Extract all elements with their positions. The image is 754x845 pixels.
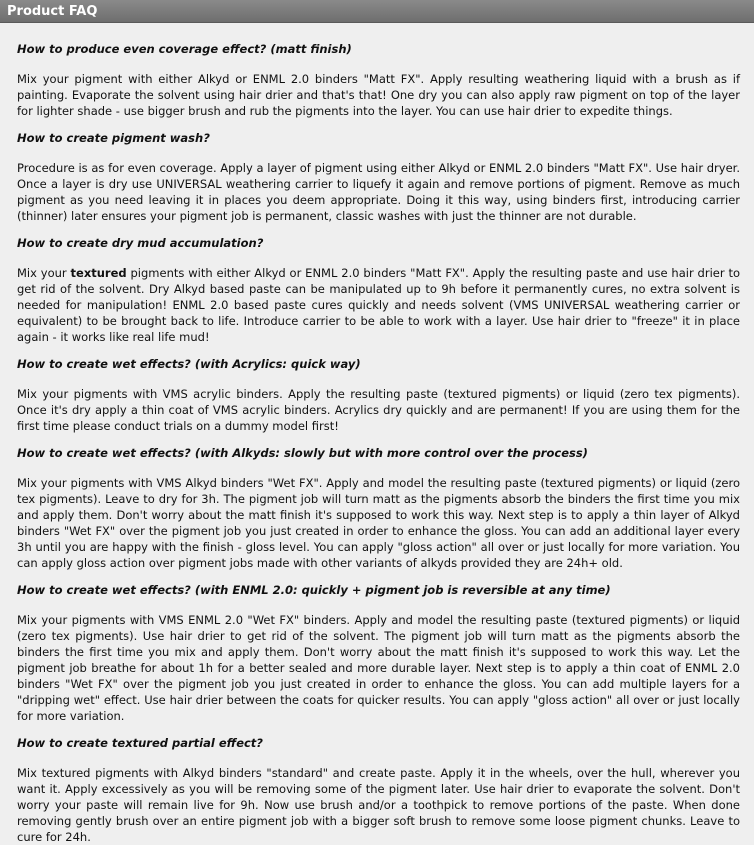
faq-question: How to create pigment wash? xyxy=(17,131,210,145)
faq-question: How to create wet effects? (with Alkyds: slowly but with more control over the process) xyxy=(17,446,588,460)
faq-item xyxy=(17,235,740,345)
faq-header xyxy=(0,0,754,23)
faq-answer: Mix your pigments with VMS acrylic binders. Apply the resulting paste (textured pigments) or liquid (zero tex pigments). Once it's dry apply a thin coat of VMS acrylic binders. Acrylics dry quickly and are permanent! If you are using them for the first time please conduct trials on a dummy model first! xyxy=(17,387,740,433)
faq-answer: Mix your pigment with either Alkyd or ENML 2.0 binders "Matt FX". Apply resulting weathering liquid with a brush as if painting. Evaporate the solvent using hair drier and that's that! One dry you can also apply raw pigment on top of the layer for lighter shade - use bigger brush and rub the pigments into the layer. You can use hair drier to expedite things. xyxy=(17,72,740,118)
faq-answer-text: pigments with either Alkyd or ENML 2.0 binders "Matt FX". Apply the resulting paste and use hair drier to get rid of the solvent. Dry Alkyd based paste can be manipulated up to 9h before it permanently cures, no extra solvent is needed for manipulation! ENML 2.0 based paste cures quickly and needs solvent (VMS UNIVERSAL weathering carrier or equivalent) to be brought back to life. Introduce carrier to be able to work with a layer. Use hair drier to "freeze" it in place again - it works like real life mud! xyxy=(17,266,741,344)
faq-item xyxy=(17,445,740,571)
faq-answer: Procedure is as for even coverage. Apply a layer of pigment using either Alkyd or ENML 2.0 binders "Matt FX". Use hair dryer. Once a layer is dry use UNIVERSAL weathering carrier to liquefy it again and remove portions of pigment. Remove as much pigment as you need leaving it in places you deem appropriate. Doing it this way, using binders first, introducing carrier (thinner) later ensures your pigment job is permanent, classic washes with just the thinner are not durable. xyxy=(17,161,740,223)
faq-item xyxy=(17,130,740,224)
faq-question: How to produce even coverage effect? (matt finish) xyxy=(17,42,352,56)
faq-question: How to create dry mud accumulation? xyxy=(17,236,264,250)
faq-item xyxy=(17,582,740,724)
faq-answer: Mix textured pigments with Alkyd binders "standard" and create paste. Apply it in the wheels, over the hull, wherever you want it. Apply excessively as you will be removing some of the pigment later. Use hair drier to evaporate the solvent. Don't worry your paste will remain live for 9h. Now use brush and/or a toothpick to remove portions of the paste. When done removing gently brush over an entire pigment job with a bigger soft brush to remove some loose pigment chunks. Leave to cure for 24h. xyxy=(17,766,740,844)
faq-item xyxy=(17,41,740,119)
page-title: Product FAQ xyxy=(7,4,98,19)
faq-answer: Mix your pigments with VMS Alkyd binders "Wet FX". Apply and model the resulting paste (textured pigments) or liquid (zero tex pigments). Leave to dry for 3h. The pigment job will turn matt as the pigments absorb the binders the first time you mix and apply them. Don't worry about the matt finish it's supposed to work this way. Next step is to apply a thin layer of Alkyd binders "Wet FX" over the pigment job you just created in order to enhance the gloss. You can add an additional layer every 3h until you are happy with the finish - gloss level. You can apply "gloss action" all over or just locally for more variation. You can apply gloss action over pigment jobs made with other variants of alkyds provided they are 24h+ old. xyxy=(17,476,740,570)
faq-answer-emphasis: textured xyxy=(70,266,127,280)
faq-answer-text: Mix your xyxy=(17,266,71,280)
faq-item xyxy=(17,356,740,434)
faq-answer: Mix your pigments with VMS ENML 2.0 "Wet FX" binders. Apply and model the resulting paste (textured pigments) or liquid (zero tex pigments). Use hair drier to get rid of the solvent. The pigment job will turn matt as the pigments absorb the binders the first time you mix and apply them. Don't worry about the matt finish it's supposed to work this way. Let the pigment job breathe for about 1h for a better sealed and more durable layer. Next step is to apply a thin coat of ENML 2.0 binders "Wet FX" over the pigment job you just created in order to enhance the gloss. You can add multiple layers for a "dripping wet" effect. Use hair drier between the coats for quicker results. You can apply "gloss action" all over or just locally for more variation. xyxy=(17,613,740,723)
faq-question: How to create textured partial effect? xyxy=(17,736,263,750)
faq-item xyxy=(17,735,740,845)
faq-content xyxy=(0,23,754,845)
faq-answer xyxy=(17,265,740,345)
faq-question: How to create wet effects? (with Acrylics: quick way) xyxy=(17,357,361,371)
faq-question: How to create wet effects? (with ENML 2.0: quickly + pigment job is reversible at any time) xyxy=(17,583,611,597)
